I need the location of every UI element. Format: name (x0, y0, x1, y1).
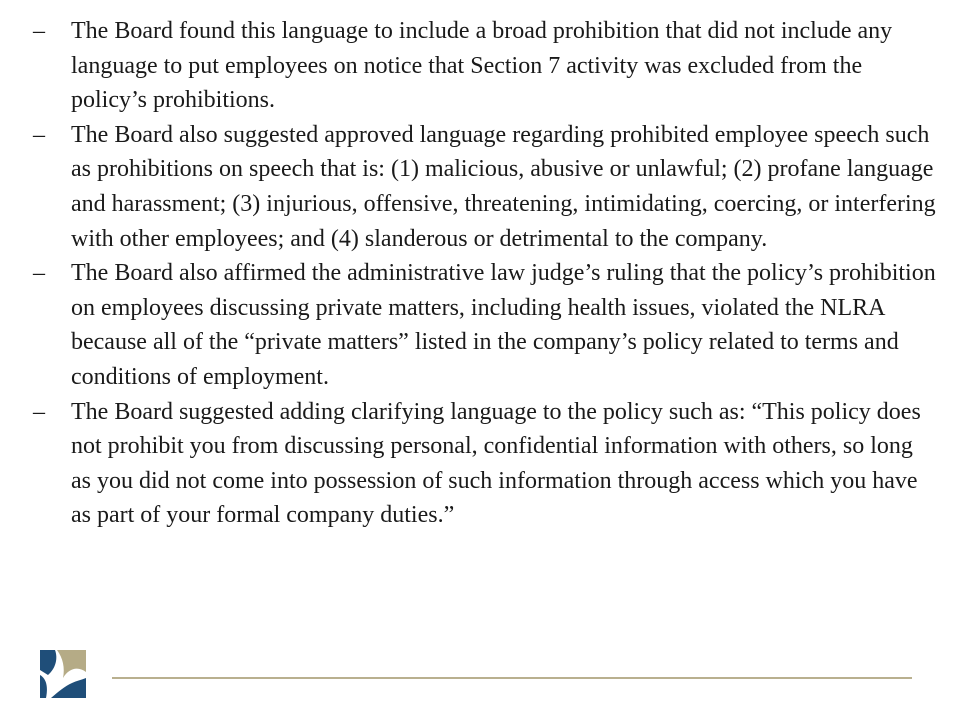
logo-tan-top (57, 650, 86, 678)
logo-blue-bottom (40, 675, 47, 698)
bullet-list (33, 14, 938, 533)
footer-rule (112, 677, 912, 679)
bullet-item (33, 256, 938, 394)
logo-blue-base (51, 678, 86, 698)
bullet-text: The Board found this language to include a broad prohibition that did not include any language to put employees on notice that Section 7 activity was excluded from the policy’s prohibitions. (71, 18, 893, 114)
bullet-text: The Board suggested adding clarifying language to the policy such as: “This policy does not prohibit you from discussing personal, confidential information with others, so long as you did not come into possession of such information through access which you have as part of your formal company duties.” (71, 398, 921, 529)
bullet-item (33, 14, 938, 118)
bullet-text: The Board also suggested approved language regarding prohibited employee speech such as prohibitions on speech that is: (1) malicious, abusive or unlawful; (2) profane language and harassment; (3) injurious, offensive, threatening, intimidating, coercing, or interfering with other employees; and (4) slanderous or detrimental to the company. (71, 121, 936, 252)
bullet-dash: – (33, 121, 45, 148)
bullet-item (33, 395, 938, 533)
logo-blue-top (40, 650, 56, 675)
bullet-dash: – (33, 18, 45, 44)
bullet-text: The Board also affirmed the administrative law judge’s ruling that the policy’s prohibition on employees discussing private matters, including health issues, violated the NLRA because all of the “private matters” listed in the company’s policy related to terms and conditions of employment. (71, 260, 936, 390)
bullet-item (33, 118, 938, 256)
firm-logo-icon (38, 648, 88, 700)
bullet-dash: – (33, 260, 45, 287)
bullet-dash: – (33, 398, 45, 425)
